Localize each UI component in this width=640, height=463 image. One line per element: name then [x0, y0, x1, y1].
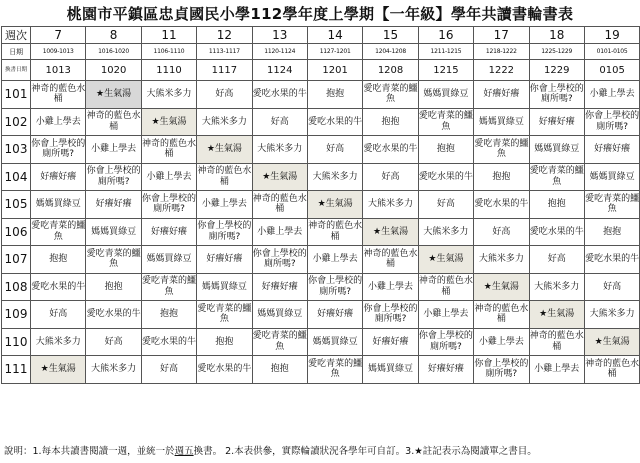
book-cell: 抱抱: [363, 108, 418, 136]
book-cell: 抱抱: [86, 273, 141, 301]
book-cell: 好癢好癢: [31, 163, 86, 191]
book-cell: 小雞上學去: [141, 163, 196, 191]
book-cell: 大熊米多力: [418, 218, 473, 246]
footnote-underlined: 週五: [174, 445, 194, 457]
book-cell: ★生氣湯: [307, 191, 362, 219]
class-row: [2, 136, 640, 164]
book-cell: 你會上學校的廁所嗎?: [141, 191, 196, 219]
class-row: [2, 328, 640, 356]
date-range: 1211-1215: [418, 44, 473, 60]
date-header: 日期: [2, 44, 31, 60]
footnote-text-1: 說明：1.每本共讀書閱讀一週，並統一於: [4, 445, 175, 457]
book-cell: 你會上學校的廁所嗎?: [31, 136, 86, 164]
class-row: [2, 218, 640, 246]
book-cell: 神奇的藍色水桶: [252, 191, 307, 219]
book-cell: 好癢好癢: [474, 81, 529, 109]
book-cell: 抱抱: [418, 136, 473, 164]
class-number: 110: [2, 328, 31, 356]
book-cell: 神奇的藍色水桶: [141, 136, 196, 164]
book-cell: ★生氣湯: [418, 246, 473, 274]
book-cell: 小雞上學去: [86, 136, 141, 164]
book-cell: 愛吃水果的牛: [418, 163, 473, 191]
book-cell: 媽媽買綠豆: [31, 191, 86, 219]
class-row: [2, 273, 640, 301]
book-cell: 神奇的藍色水桶: [307, 218, 362, 246]
book-cell: 大熊米多力: [31, 328, 86, 356]
book-cell: 抱抱: [31, 246, 86, 274]
book-cell: 媽媽買綠豆: [86, 218, 141, 246]
date-range: 1120-1124: [252, 44, 307, 60]
class-number: 103: [2, 136, 31, 164]
book-cell: 大熊米多力: [197, 108, 252, 136]
swap-date-row: [2, 60, 640, 81]
book-cell: 好高: [363, 163, 418, 191]
class-row: [2, 191, 640, 219]
book-cell: 你會上學校的廁所嗎?: [584, 108, 639, 136]
book-cell: 小雞上學去: [307, 246, 362, 274]
book-cell: 大熊米多力: [252, 136, 307, 164]
book-cell: 神奇的藍色水桶: [474, 301, 529, 329]
book-cell: 好高: [86, 328, 141, 356]
book-cell: 大熊米多力: [584, 301, 639, 329]
book-cell: 愛吃水果的牛: [529, 218, 584, 246]
book-cell: 你會上學校的廁所嗎?: [86, 163, 141, 191]
class-number: 109: [2, 301, 31, 329]
date-range: 1113-1117: [197, 44, 252, 60]
book-cell: 抱抱: [197, 328, 252, 356]
book-cell: 好癢好癢: [418, 356, 473, 384]
book-cell: 好高: [529, 246, 584, 274]
swap-date: 1222: [474, 60, 529, 81]
book-cell: 大熊米多力: [529, 273, 584, 301]
book-cell: 愛吃水果的牛: [31, 273, 86, 301]
book-cell: 抱抱: [474, 163, 529, 191]
book-cell: 媽媽買綠豆: [141, 246, 196, 274]
week-number: 17: [474, 27, 529, 44]
date-range: 1225-1229: [529, 44, 584, 60]
book-cell: 大熊米多力: [86, 356, 141, 384]
book-cell: ★生氣湯: [141, 108, 196, 136]
week-number: 13: [252, 27, 307, 44]
date-row: [2, 44, 640, 60]
book-cell: 你會上學校的廁所嗎?: [474, 356, 529, 384]
book-cell: 愛吃青菜的鱷魚: [31, 218, 86, 246]
swap-date: 1020: [86, 60, 141, 81]
book-cell: 媽媽買綠豆: [197, 273, 252, 301]
book-cell: 小雞上學去: [363, 273, 418, 301]
page-title: 桃園市平鎮區忠貞國民小學112學年度上學期【一年級】學年共讀書輪書表: [66, 4, 574, 23]
book-cell: 你會上學校的廁所嗎?: [363, 301, 418, 329]
book-cell: 好高: [584, 273, 639, 301]
class-number: 111: [2, 356, 31, 384]
class-number: 108: [2, 273, 31, 301]
book-cell: 神奇的藍色水桶: [418, 273, 473, 301]
footnote: [4, 436, 638, 463]
book-cell: 愛吃青菜的鱷魚: [252, 328, 307, 356]
book-cell: 愛吃青菜的鱷魚: [197, 301, 252, 329]
book-cell: 好高: [418, 191, 473, 219]
book-cell: 神奇的藍色水桶: [363, 246, 418, 274]
book-cell: 好高: [307, 136, 362, 164]
book-cell: 愛吃水果的牛: [197, 356, 252, 384]
week-row: [2, 27, 640, 44]
book-cell: 好癢好癢: [86, 191, 141, 219]
book-cell: 愛吃水果的牛: [252, 81, 307, 109]
book-cell: 愛吃青菜的鱷魚: [529, 163, 584, 191]
rotation-table: [1, 26, 640, 384]
book-cell: 神奇的藍色水桶: [86, 108, 141, 136]
book-cell: 小雞上學去: [197, 191, 252, 219]
class-row: [2, 81, 640, 109]
class-number: 106: [2, 218, 31, 246]
book-cell: ★生氣湯: [86, 81, 141, 109]
book-cell: 好癢好癢: [252, 273, 307, 301]
week-number: 14: [307, 27, 362, 44]
book-cell: 抱抱: [584, 218, 639, 246]
book-cell: 愛吃青菜的鱷魚: [86, 246, 141, 274]
book-cell: 大熊米多力: [141, 81, 196, 109]
class-row: [2, 108, 640, 136]
week-number: 8: [86, 27, 141, 44]
book-cell: 媽媽買綠豆: [584, 163, 639, 191]
rotation-table-body: [2, 27, 640, 384]
book-cell: ★生氣湯: [363, 218, 418, 246]
swap-date-header: 換書日期: [2, 60, 31, 81]
book-cell: 你會上學校的廁所嗎?: [252, 246, 307, 274]
week-number: 11: [141, 27, 196, 44]
class-number: 102: [2, 108, 31, 136]
week-number: 15: [363, 27, 418, 44]
book-cell: 好高: [141, 356, 196, 384]
book-cell: 愛吃青菜的鱷魚: [141, 273, 196, 301]
class-number: 101: [2, 81, 31, 109]
swap-date: 1229: [529, 60, 584, 81]
book-cell: 媽媽買綠豆: [307, 328, 362, 356]
book-cell: ★生氣湯: [529, 301, 584, 329]
class-number: 105: [2, 191, 31, 219]
date-range: 1127-1201: [307, 44, 362, 60]
book-cell: 媽媽買綠豆: [418, 81, 473, 109]
class-row: [2, 246, 640, 274]
book-cell: 大熊米多力: [474, 246, 529, 274]
date-range: 1009-1013: [31, 44, 86, 60]
book-cell: 小雞上學去: [584, 81, 639, 109]
book-cell: 神奇的藍色水桶: [529, 328, 584, 356]
week-header: 週次: [2, 27, 31, 44]
book-cell: 好高: [474, 218, 529, 246]
book-cell: 小雞上學去: [418, 301, 473, 329]
date-range: 0101-0105: [584, 44, 639, 60]
book-cell: ★生氣湯: [584, 328, 639, 356]
class-row: [2, 301, 640, 329]
date-range: 1106-1110: [141, 44, 196, 60]
book-cell: 愛吃水果的牛: [141, 328, 196, 356]
book-cell: 小雞上學去: [529, 356, 584, 384]
swap-date: 1110: [141, 60, 196, 81]
book-cell: 好癢好癢: [529, 108, 584, 136]
class-row: [2, 356, 640, 384]
swap-date: 1215: [418, 60, 473, 81]
book-cell: ★生氣湯: [197, 136, 252, 164]
swap-date: 1117: [197, 60, 252, 81]
book-cell: 愛吃水果的牛: [584, 246, 639, 274]
class-number: 107: [2, 246, 31, 274]
book-cell: ★生氣湯: [474, 273, 529, 301]
date-range: 1218-1222: [474, 44, 529, 60]
book-cell: 好癢好癢: [141, 218, 196, 246]
footnote-text-2: 換書。 2.本表供參，實際輪讀狀況各學年可自訂。3.★註記表示為閱讀單之書目。: [193, 445, 537, 457]
book-cell: 愛吃青菜的鱷魚: [584, 191, 639, 219]
book-cell: 神奇的藍色水桶: [584, 356, 639, 384]
class-number: 104: [2, 163, 31, 191]
book-cell: 神奇的藍色水桶: [31, 81, 86, 109]
week-number: 18: [529, 27, 584, 44]
book-cell: 媽媽買綠豆: [529, 136, 584, 164]
book-cell: 好高: [197, 81, 252, 109]
week-number: 12: [197, 27, 252, 44]
book-cell: 神奇的藍色水桶: [197, 163, 252, 191]
week-number: 16: [418, 27, 473, 44]
swap-date: 1124: [252, 60, 307, 81]
book-cell: 好癢好癢: [363, 328, 418, 356]
book-cell: 抱抱: [141, 301, 196, 329]
book-cell: 你會上學校的廁所嗎?: [307, 273, 362, 301]
swap-date: 1013: [31, 60, 86, 81]
date-range: 1016-1020: [86, 44, 141, 60]
book-cell: 愛吃水果的牛: [86, 301, 141, 329]
book-cell: 愛吃青菜的鱷魚: [307, 356, 362, 384]
book-cell: 媽媽買綠豆: [252, 301, 307, 329]
book-cell: 好高: [252, 108, 307, 136]
book-cell: 抱抱: [307, 81, 362, 109]
book-cell: 大熊米多力: [307, 163, 362, 191]
book-cell: 你會上學校的廁所嗎?: [529, 81, 584, 109]
book-cell: ★生氣湯: [31, 356, 86, 384]
book-cell: 小雞上學去: [31, 108, 86, 136]
swap-date: 0105: [584, 60, 639, 81]
class-row: [2, 163, 640, 191]
week-number: 19: [584, 27, 639, 44]
book-cell: 抱抱: [252, 356, 307, 384]
book-cell: 好癢好癢: [307, 301, 362, 329]
book-cell: 小雞上學去: [474, 328, 529, 356]
swap-date: 1201: [307, 60, 362, 81]
book-cell: ★生氣湯: [252, 163, 307, 191]
book-cell: 媽媽買綠豆: [363, 356, 418, 384]
swap-date: 1208: [363, 60, 418, 81]
book-cell: 你會上學校的廁所嗎?: [418, 328, 473, 356]
book-cell: 抱抱: [529, 191, 584, 219]
book-cell: 愛吃水果的牛: [307, 108, 362, 136]
book-cell: 愛吃水果的牛: [363, 136, 418, 164]
week-number: 7: [31, 27, 86, 44]
book-cell: 愛吃青菜的鱷魚: [363, 81, 418, 109]
book-cell: 小雞上學去: [252, 218, 307, 246]
book-cell: 好癢好癢: [197, 246, 252, 274]
book-cell: 愛吃水果的牛: [474, 191, 529, 219]
book-cell: 愛吃青菜的鱷魚: [474, 136, 529, 164]
book-cell: 好高: [31, 301, 86, 329]
book-cell: 媽媽買綠豆: [474, 108, 529, 136]
book-cell: 你會上學校的廁所嗎?: [197, 218, 252, 246]
book-cell: 好癢好癢: [584, 136, 639, 164]
date-range: 1204-1208: [363, 44, 418, 60]
book-cell: 愛吃青菜的鱷魚: [418, 108, 473, 136]
book-cell: 大熊米多力: [363, 191, 418, 219]
